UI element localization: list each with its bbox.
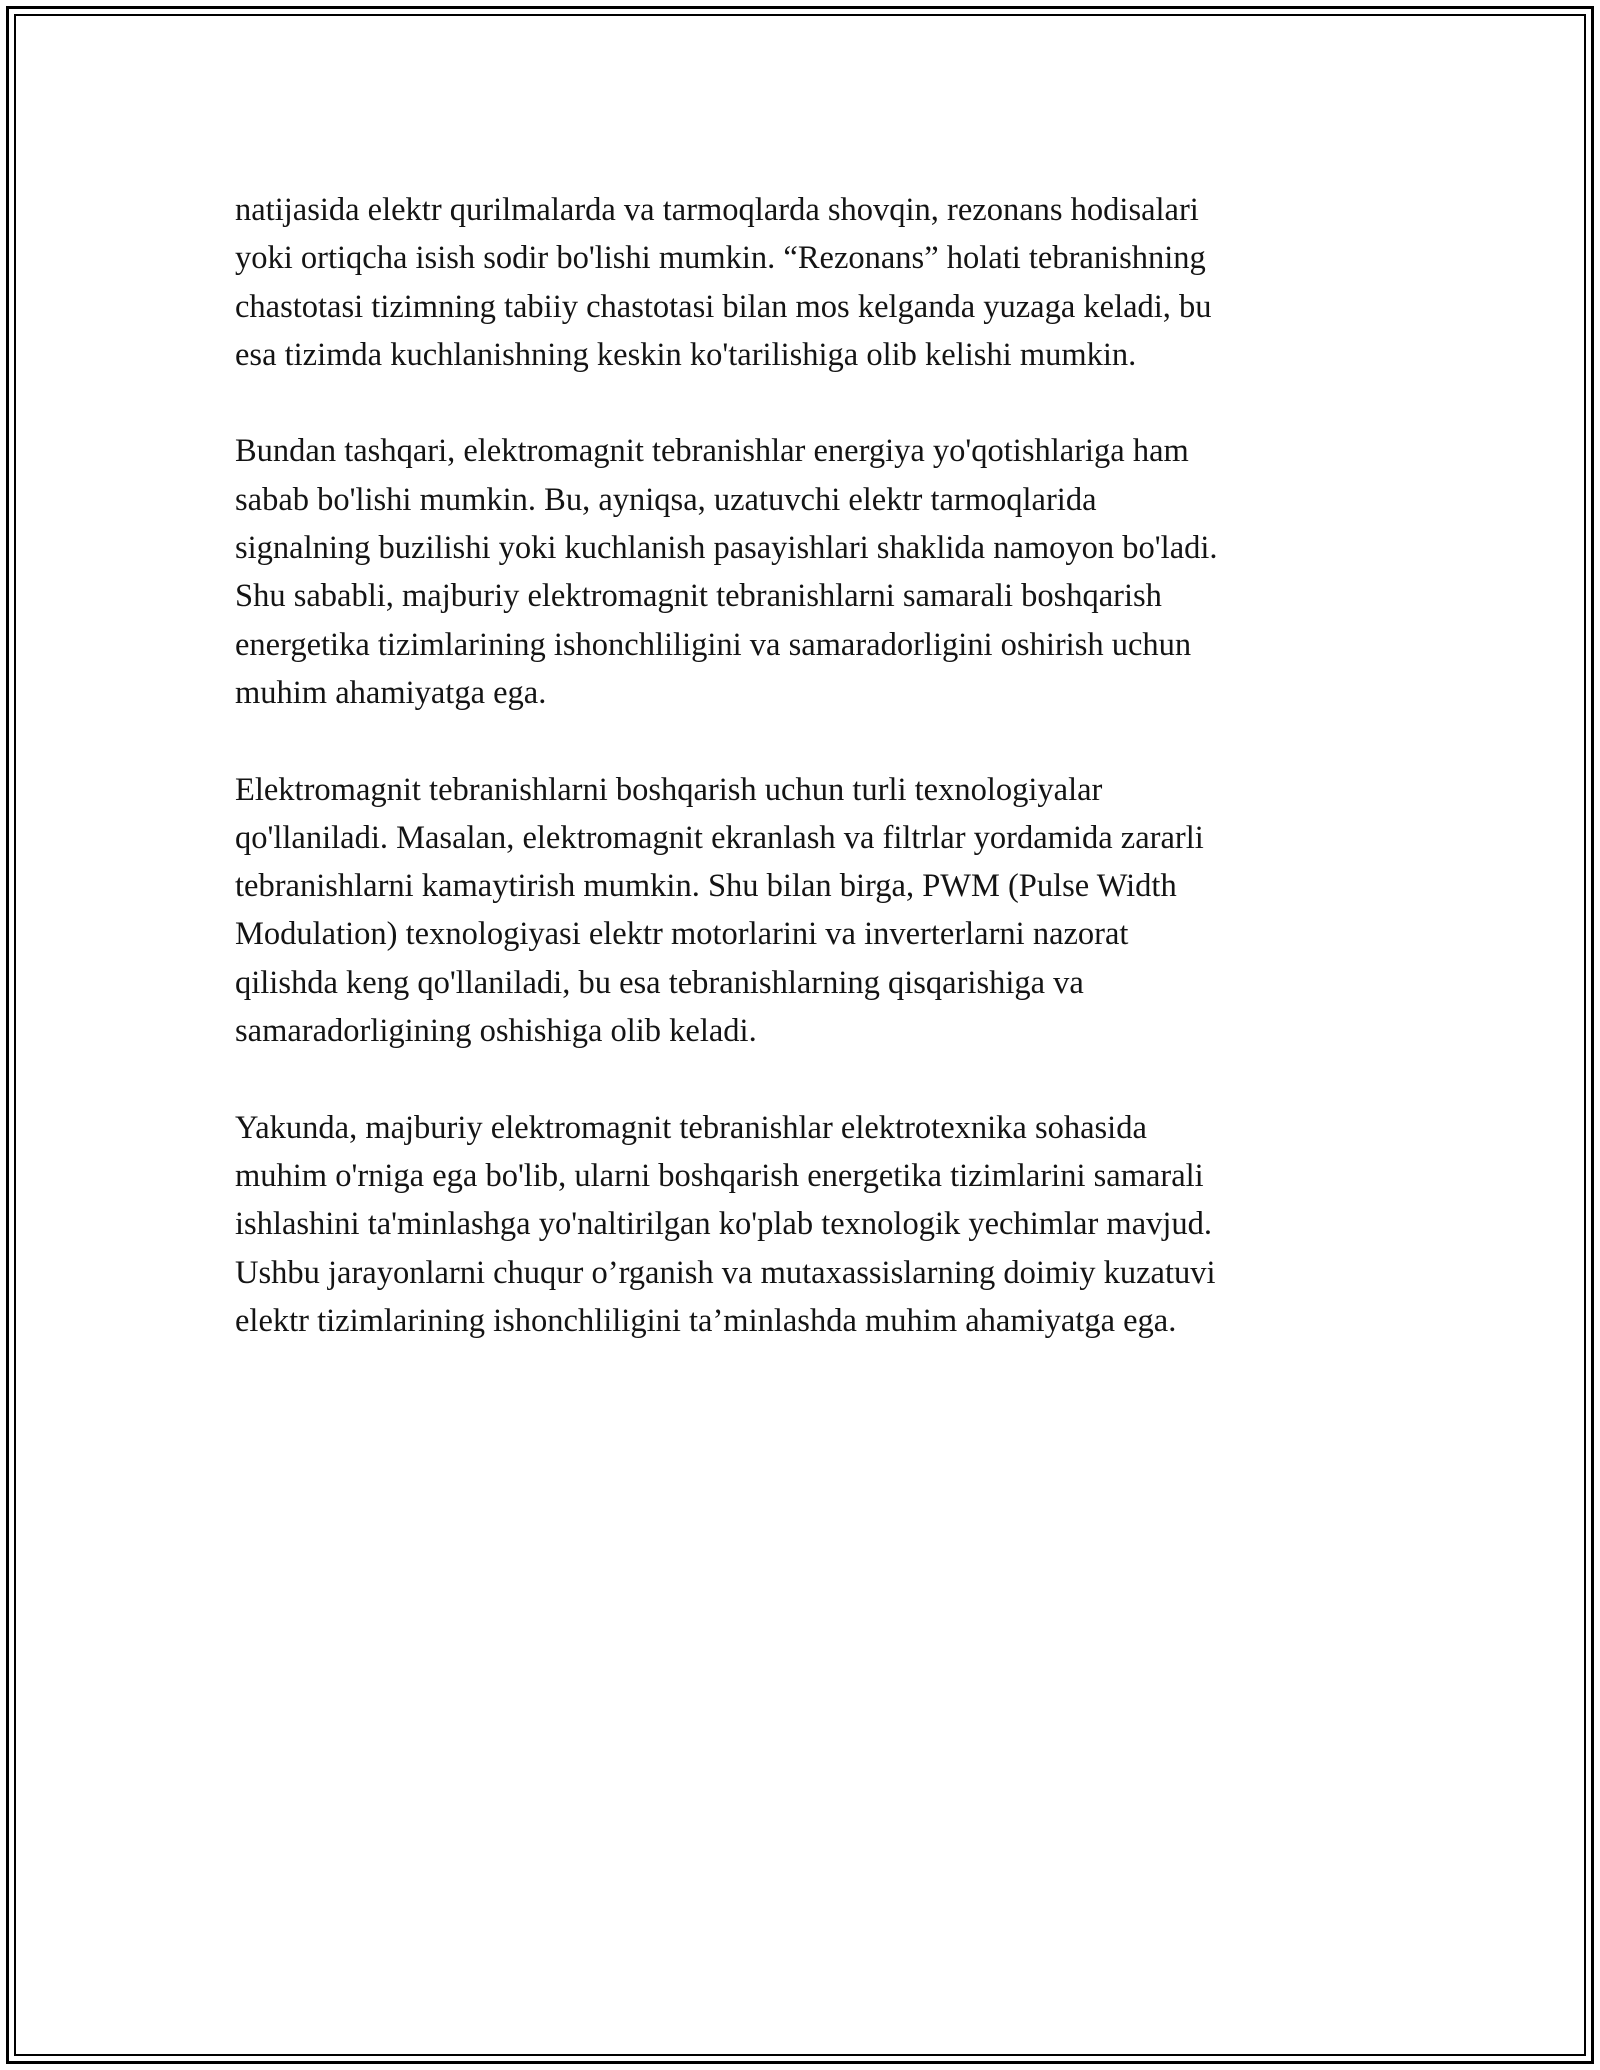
document-body: [235, 186, 1375, 1393]
paragraph-3: [235, 766, 1375, 1056]
text-line: Ushbu jarayonlarni chuqur o’rganish va mutaxassislarning doimiy kuzatuvi: [235, 1254, 1216, 1291]
text-line: muhim o'rniga ega bo'lib, ularni boshqarish energetika tizimlarini samarali: [235, 1157, 1204, 1194]
text-line: samaradorligining oshishiga olib keladi.: [235, 1013, 757, 1050]
text-line: elektr tizimlarining ishonchliligini ta’minlashda muhim ahamiyatga ega.: [235, 1302, 1177, 1339]
text-line: ishlashini ta'minlashga yo'naltirilgan ko'plab texnologik yechimlar mavjud.: [235, 1206, 1213, 1243]
text-line: yoki ortiqcha isish sodir bo'lishi mumkin. “Rezonans” holati tebranishning: [235, 240, 1206, 277]
text-line: Elektromagnit tebranishlarni boshqarish uchun turli texnologiyalar: [235, 771, 1103, 808]
text-line: qo'llaniladi. Masalan, elektromagnit ekranlash va filtrlar yordamida zararli: [235, 819, 1204, 856]
text-line: Modulation) texnologiyasi elektr motorlarini va inverterlarni nazorat: [235, 916, 1129, 953]
paragraph-2: [235, 427, 1375, 717]
paragraph-4: [235, 1104, 1375, 1345]
text-line: chastotasi tizimning tabiiy chastotasi bilan mos kelganda yuzaga keladi, bu: [235, 288, 1212, 325]
text-line: qilishda keng qo'llaniladi, bu esa tebranishlarning qisqarishiga va: [235, 964, 1084, 1001]
text-line: Bundan tashqari, elektromagnit tebranishlar energiya yo'qotishlariga ham: [235, 433, 1189, 470]
text-line: Yakunda, majburiy elektromagnit tebranishlar elektrotexnika sohasida: [235, 1109, 1147, 1146]
text-line: signalning buzilishi yoki kuchlanish pasayishlari shaklida namoyon bo'ladi.: [235, 530, 1218, 567]
text-line: muhim ahamiyatga ega.: [235, 674, 547, 711]
text-line: Shu sababli, majburiy elektromagnit tebranishlarni samarali boshqarish: [235, 578, 1162, 615]
paragraph-1: [235, 186, 1375, 379]
text-line: energetika tizimlarining ishonchliligini va samaradorligini oshirish uchun: [235, 626, 1192, 663]
text-line: esa tizimda kuchlanishning keskin ko'tarilishiga olib kelishi mumkin.: [235, 336, 1137, 373]
text-line: sabab bo'lishi mumkin. Bu, ayniqsa, uzatuvchi elektr tarmoqlarida: [235, 481, 1097, 518]
text-line: tebranishlarni kamaytirish mumkin. Shu bilan birga, PWM (Pulse Width: [235, 868, 1177, 905]
text-line: natijasida elektr qurilmalarda va tarmoqlarda shovqin, rezonans hodisalari: [235, 192, 1199, 228]
